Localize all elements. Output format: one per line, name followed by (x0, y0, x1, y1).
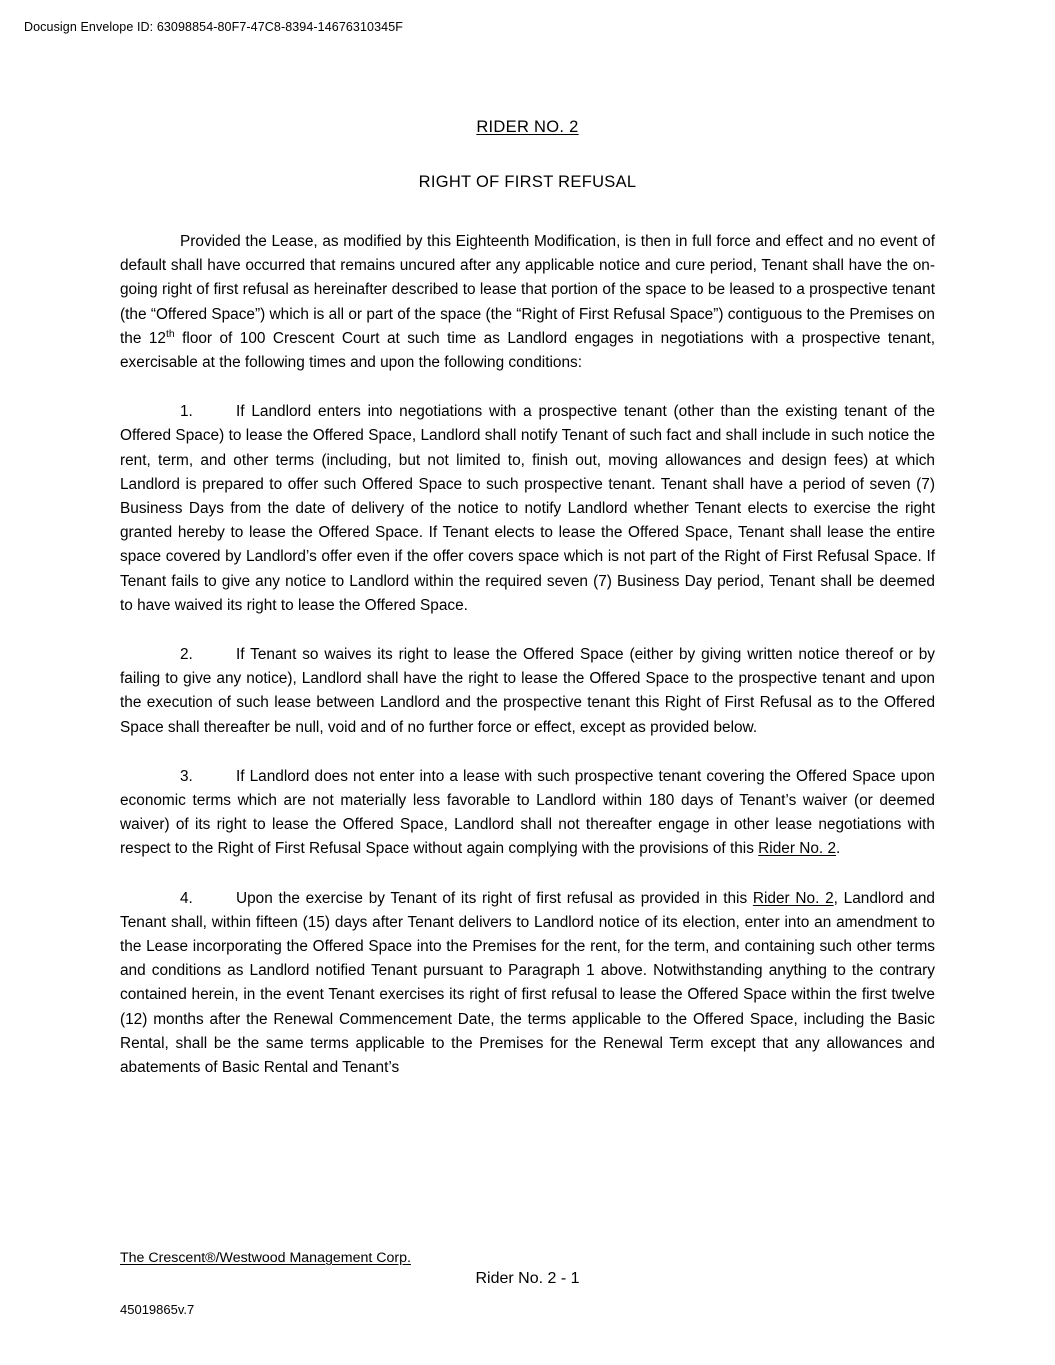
paragraph-intro-superscript: th (165, 328, 175, 340)
document-body (120, 118, 935, 1105)
paragraph-item-1-text: If Landlord enters into negotiations with a prospective tenant (other than the existing tenant of the Offered Space) to lease the Offered Space, Landlord shall notify Tenant of such fact and shall include in such notice the rent, term, and other terms (including, but not limited to, finish out, moving allowances and design fees) at which Landlord is prepared to offer such Offered Space to such prospective tenant. Tenant shall have a period of seven (7) Business Days from the date of delivery of the notice to notify Landlord whether Tenant elects to exercise the right granted hereby to lease the Offered Space. If Tenant elects to lease the Offered Space, Tenant shall lease the entire space covered by Landlord’s offer even if the offer covers space which is not part of the Right of First Refusal Space. If Tenant fails to give any notice to Landlord within the required seven (7) Business Day period, Tenant shall be deemed to have waived its right to lease the Offered Space. (120, 403, 935, 614)
paragraph-item-4 (120, 887, 935, 1081)
page-footer (120, 1250, 935, 1317)
docusign-envelope-id: Docusign Envelope ID: 63098854-80F7-47C8-8394-14676310345F (24, 20, 403, 34)
paragraph-intro (120, 230, 935, 375)
paragraph-item-4-reference: Rider No. 2 (752, 889, 834, 907)
footer-company-name: The Crescent®/Westwood Management Corp. (120, 1250, 411, 1266)
paragraph-intro-text-a: Provided the Lease, as modified by this Eighteenth Modification, is then in full force and effect and no event of default shall have occurred that remains uncured after any applicable notice and cure period, Tenant shall have the on-going right of first refusal as hereinafter described to lease that portion of the space to be leased to a prospective tenant (the “Offered Space”) which is all or part of the space (the “Right of First Refusal Space”) contiguous to the Premises on the 12 (120, 233, 935, 347)
paragraph-item-4-text-a: Upon the exercise by Tenant of its right of first refusal as provided in this (236, 889, 753, 907)
paragraph-item-2-text: If Tenant so waives its right to lease the Offered Space (either by giving written notice thereof or by failing to give any notice), Landlord shall have the right to lease the Offered Space to the prospective tenant and upon the execution of such lease between Landlord and the prospective tenant this Right of First Refusal as to the Offered Space shall thereafter be null, void and of no further force or effect, except as provided below. (120, 646, 935, 736)
page-title: RIDER NO. 2 (476, 118, 579, 136)
page-subtitle: RIGHT OF FIRST REFUSAL (418, 173, 637, 191)
paragraph-item-1-number: 1. (180, 403, 193, 421)
paragraph-item-2 (120, 643, 935, 740)
paragraph-intro-text-b: floor of 100 Crescent Court at such time as Landlord engages in negotiations with a prospective tenant, exercisable at the following times and upon the following conditions: (120, 329, 935, 372)
paragraph-item-1 (120, 400, 935, 618)
paragraph-item-3 (120, 765, 935, 862)
footer-page-number: Rider No. 2 - 1 (475, 1270, 580, 1287)
paragraph-item-3-reference: Rider No. 2 (758, 840, 837, 858)
paragraph-item-3-text-b: . (836, 840, 841, 858)
paragraph-item-4-text-b: , Landlord and Tenant shall, within fifteen (15) days after Tenant delivers to Landlord notice of its election, enter into an amendment to the Lease incorporating the Offered Space into the Premises for the rent, for the term, and containing such other terms and conditions as Landlord notified Tenant pursuant to Paragraph 1 above. Notwithstanding anything to the contrary contained herein, in the event Tenant exercises its right of first refusal to lease the Offered Space within the first twelve (12) months after the Renewal Commencement Date, the terms applicable to the Offered Space, including the Basic Rental, shall be the same terms applicable to the Premises for the Renewal Term except that any allowances and abatements of Basic Rental and Tenant’s (120, 889, 935, 1077)
paragraph-item-3-number: 3. (180, 767, 193, 785)
paragraph-item-2-number: 2. (180, 646, 193, 664)
paragraph-item-4-number: 4. (180, 889, 193, 907)
paragraph-item-3-text-a: If Landlord does not enter into a lease with such prospective tenant covering the Offered Space upon economic terms which are not materially less favorable to Landlord within 180 days of Tenant’s waiver (or deemed waiver) of its right to lease the Offered Space, Landlord shall not thereafter engage in other lease negotiations with respect to the Right of First Refusal Space without again complying with the provisions of this (120, 767, 935, 858)
footer-document-number: 45019865v.7 (120, 1302, 195, 1317)
